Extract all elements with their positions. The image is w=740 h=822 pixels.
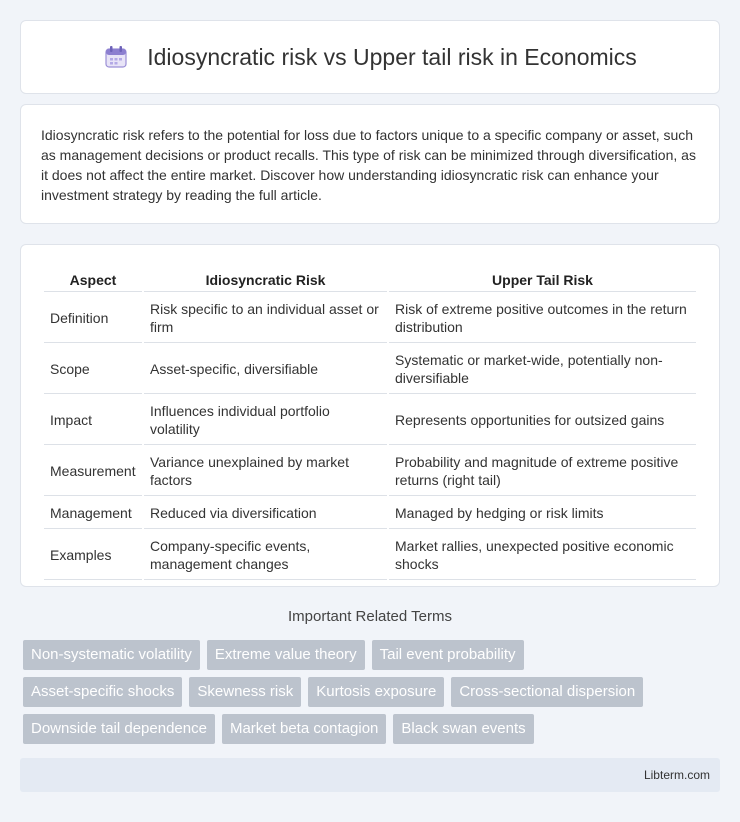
related-term-tag[interactable]: Skewness risk [189,677,301,707]
intro-card [20,104,720,224]
tag-row [23,640,723,670]
table-cell: Influences individual portfolio volatility [144,396,387,445]
related-terms-heading: Important Related Terms [288,608,452,625]
calendar-icon [103,44,129,70]
table-cell: Definition [44,294,142,343]
column-header-idiosyncratic: Idiosyncratic Risk [144,267,387,292]
table-cell: Variance unexplained by market factors [144,447,387,496]
page-title: Idiosyncratic risk vs Upper tail risk in Economics [147,43,637,70]
column-header-aspect: Aspect [44,267,142,292]
related-term-tag[interactable]: Downside tail dependence [23,714,215,744]
table-cell: Managed by hedging or risk limits [389,498,696,529]
table-cell: Market rallies, unexpected positive economic shocks [389,531,696,580]
table-cell: Risk specific to an individual asset or firm [144,294,387,343]
column-header-upper-tail: Upper Tail Risk [389,267,696,292]
table-cell: Examples [44,531,142,580]
related-term-tag[interactable]: Market beta contagion [222,714,386,744]
related-term-tag[interactable]: Asset-specific shocks [23,677,182,707]
table-cell: Asset-specific, diversifiable [144,345,387,394]
table-header-row [44,267,696,292]
table-cell: Probability and magnitude of extreme positive returns (right tail) [389,447,696,496]
comparison-table [42,265,698,582]
table-cell: Systematic or market-wide, potentially non-diversifiable [389,345,696,394]
related-term-tag[interactable]: Cross-sectional dispersion [451,677,643,707]
table-cell: Company-specific events, management changes [144,531,387,580]
related-term-tag[interactable]: Kurtosis exposure [308,677,444,707]
related-term-tag[interactable]: Black swan events [393,714,533,744]
table-cell: Impact [44,396,142,445]
table-row [44,447,696,496]
table-row [44,396,696,445]
intro-text: Idiosyncratic risk refers to the potential for loss due to factors unique to a specific company or asset, such as management decisions or product recalls. This type of risk can be minimized through diversification, as it does not affect the entire market. Discover how understanding idiosyncratic risk can enhance your investment strategy by reading the full article. [41,127,696,203]
related-term-tag[interactable]: Non-systematic volatility [23,640,200,670]
table-row [44,531,696,580]
related-terms-list [23,640,723,751]
table-cell: Represents opportunities for outsized gains [389,396,696,445]
table-cell: Management [44,498,142,529]
related-term-tag[interactable]: Extreme value theory [207,640,365,670]
table-row [44,498,696,529]
tag-row [23,714,723,744]
table-cell: Risk of extreme positive outcomes in the return distribution [389,294,696,343]
related-term-tag[interactable]: Tail event probability [372,640,524,670]
footer-bar [20,758,720,792]
table-cell: Reduced via diversification [144,498,387,529]
footer-site-link[interactable]: Libterm.com [643,768,710,782]
table-row [44,294,696,343]
tag-row [23,677,723,707]
table-cell: Measurement [44,447,142,496]
table-cell: Scope [44,345,142,394]
comparison-table-card [20,244,720,587]
table-row [44,345,696,394]
header-card [20,20,720,94]
